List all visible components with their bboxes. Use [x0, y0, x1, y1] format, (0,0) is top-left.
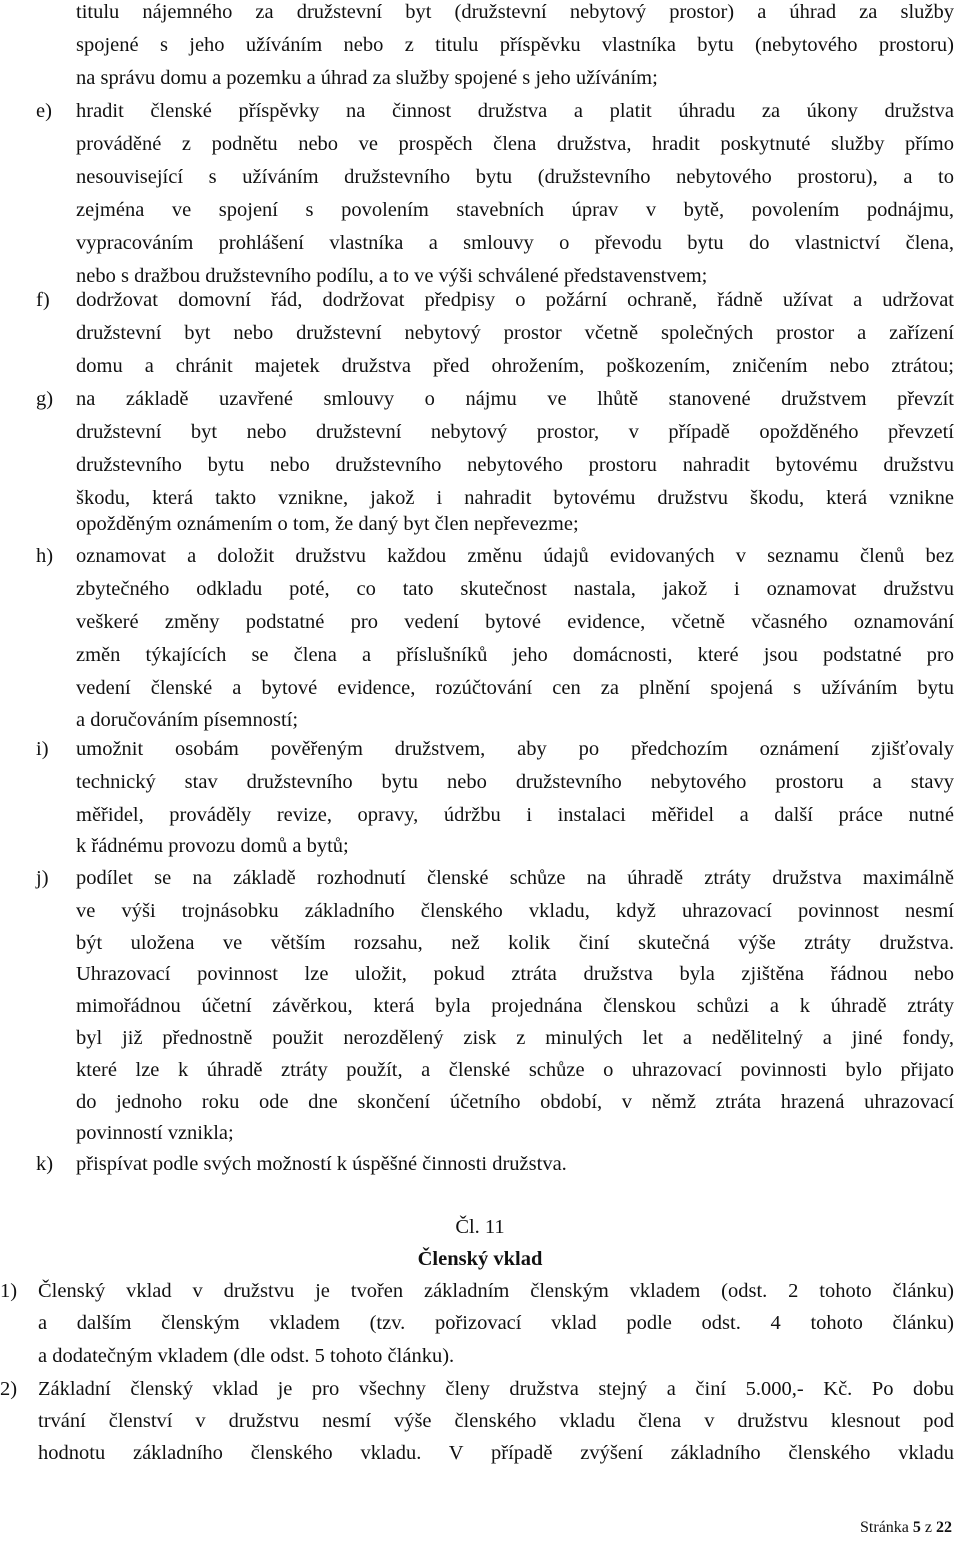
list-item-line: a doručováním písemností;	[76, 709, 299, 731]
list-item-line: technický stav družstevního bytu nebo družstevního nebytového prostoru a stavy	[76, 771, 954, 793]
footer-of: z	[924, 1519, 932, 1536]
continuation-line: spojené s jeho užíváním nebo z titulu příspěvku vlastníka bytu (nebytového prostoru)	[76, 34, 954, 56]
list-marker: h)	[36, 545, 54, 567]
continuation-line: na správu domu a pozemku a úhrad za služby spojené s jeho užíváním;	[76, 67, 658, 89]
list-item-line: prováděné z podnětu nebo ve prospěch člena družstva, hradit poskytnuté služby přímo	[76, 133, 954, 155]
list-item-line: dodržovat domovní řád, dodržovat předpisy o požární ochraně, řádně užívat a udržovat	[76, 289, 954, 311]
list-marker: j)	[36, 867, 49, 889]
footer-page-total: 22	[936, 1519, 952, 1536]
list-marker: e)	[36, 100, 52, 122]
paragraph-line: Základní členský vklad je pro všechny členy družstva stejný a činí 5.000,- Kč. Po dobu	[38, 1378, 954, 1400]
paragraph-number: 2)	[0, 1378, 18, 1400]
list-item-line: mimořádnou účetní závěrkou, která byla projednána členskou schůzi a k úhradě ztráty	[76, 995, 954, 1017]
list-item-line: zejména ve spojení s povolením stavebních úprav v bytě, povolením podnájmu,	[76, 199, 954, 221]
list-item-line: nesouvisející s užíváním družstevního bytu (družstevního nebytového prostoru), a to	[76, 166, 954, 188]
page-footer	[860, 1518, 952, 1538]
list-marker: g)	[36, 388, 54, 410]
footer-label: Stránka	[860, 1519, 909, 1536]
list-item-line: Uhrazovací povinnost lze uložit, pokud ztráta družstva byla zjištěna řádnou nebo	[76, 963, 954, 985]
paragraph-line: a dalším členským vkladem (tzv. pořizovací vklad podle odst. 4 tohoto článku)	[38, 1312, 954, 1334]
list-item-line: domu a chránit majetek družstva před ohrožením, poškozením, zničením nebo ztrátou;	[76, 355, 954, 377]
list-marker: i)	[36, 738, 49, 760]
paragraph-line: hodnotu základního členského vkladu. V případě zvýšení základního členského vkladu	[38, 1442, 954, 1464]
list-item-line: vypracováním prohlášení vlastníka a smlouvy o převodu bytu do vlastnictví člena,	[76, 232, 954, 254]
list-item-line: družstevní byt nebo družstevní nebytový prostor včetně společných prostor a zařízení	[76, 322, 954, 344]
list-item-line: ve výši trojnásobku základního členského vkladu, když uhrazovací povinnost nesmí	[76, 900, 954, 922]
list-item-line: podílet se na základě rozhodnutí členské schůze na úhradě ztráty družstva maximálně	[76, 867, 954, 889]
list-item-line: nebo s dražbou družstevního podílu, a to ve výši schválené představenstvem;	[76, 265, 708, 287]
list-item-line: na základě uzavřené smlouvy o nájmu ve lhůtě stanovené družstvem převzít	[76, 388, 954, 410]
list-item-line: přispívat podle svých možností k úspěšné činnosti družstva.	[76, 1153, 567, 1175]
paragraph-line: Členský vklad v družstvu je tvořen základním členským vkladem (odst. 2 tohoto článku)	[38, 1280, 954, 1302]
list-item-line: škodu, která takto vznikne, jakož i nahradit bytovému družstvu škodu, která vznikne	[76, 487, 954, 509]
list-item-line: vedení členské a bytové evidence, rozúčtování cen za plnění spojená s užíváním bytu	[76, 677, 954, 699]
list-item-line: byl již přednostně použit nerozdělený zisk z minulých let a nedělitelný a jiné fondy,	[76, 1027, 954, 1049]
list-item-line: umožnit osobám pověřeným družstvem, aby po předchozím oznámení zjišťovaly	[76, 738, 954, 760]
paragraph-number: 1)	[0, 1280, 18, 1302]
list-item-line: družstevního bytu nebo družstevního nebytového prostoru nahradit bytovému družstvu	[76, 454, 954, 476]
continuation-line: titulu nájemného za družstevní byt (družstevní nebytový prostor) a úhrad za služby	[76, 1, 954, 23]
list-marker: k)	[36, 1153, 54, 1175]
footer-page-number: 5	[912, 1519, 921, 1536]
list-item-line: do jednoho roku ode dne skončení účetního období, v němž ztráta hrazená uhrazovací	[76, 1091, 954, 1113]
list-item-line: zbytečného odkladu poté, co tato skutečnost nastala, jakož i oznamovat družstvu	[76, 578, 954, 600]
list-item-line: které lze k úhradě ztráty použít, a členské schůze o uhrazovací povinnosti bylo přijato	[76, 1059, 954, 1081]
list-item-line: měřidel, prováděly revize, opravy, údržbu i instalaci měřidel a další práce nutné	[76, 804, 954, 826]
list-marker: f)	[36, 289, 50, 311]
list-item-line: hradit členské příspěvky na činnost družstva a platit úhradu za úkony družstva	[76, 100, 954, 122]
list-item-line: družstevní byt nebo družstevní nebytový prostor, v případě opožděného převzetí	[76, 421, 954, 443]
list-item-line: oznamovat a doložit družstvu každou změnu údajů evidovaných v seznamu členů bez	[76, 545, 954, 567]
article-number: Čl. 11	[455, 1216, 505, 1238]
list-item-line: povinností vznikla;	[76, 1122, 234, 1144]
paragraph-line: trvání členství v družstvu nesmí výše členského vkladu člena v družstvu klesnout pod	[38, 1410, 954, 1432]
article-title: Členský vklad	[417, 1248, 543, 1270]
list-item-line: být uložena ve větším rozsahu, než kolik činí skutečná výše ztráty družstva.	[76, 932, 954, 954]
paragraph-line: a dodatečným vkladem (dle odst. 5 tohoto článku).	[38, 1345, 455, 1367]
list-item-line: k řádnému provozu domů a bytů;	[76, 835, 349, 857]
list-item-line: změn týkajících se člena a příslušníků jeho domácnosti, které jsou podstatné pro	[76, 644, 954, 666]
list-item-line: opožděným oznámením o tom, že daný byt člen nepřevezme;	[76, 513, 579, 535]
list-item-line: veškeré změny podstatné pro vedení bytové evidence, včetně včasného oznamování	[76, 611, 954, 633]
